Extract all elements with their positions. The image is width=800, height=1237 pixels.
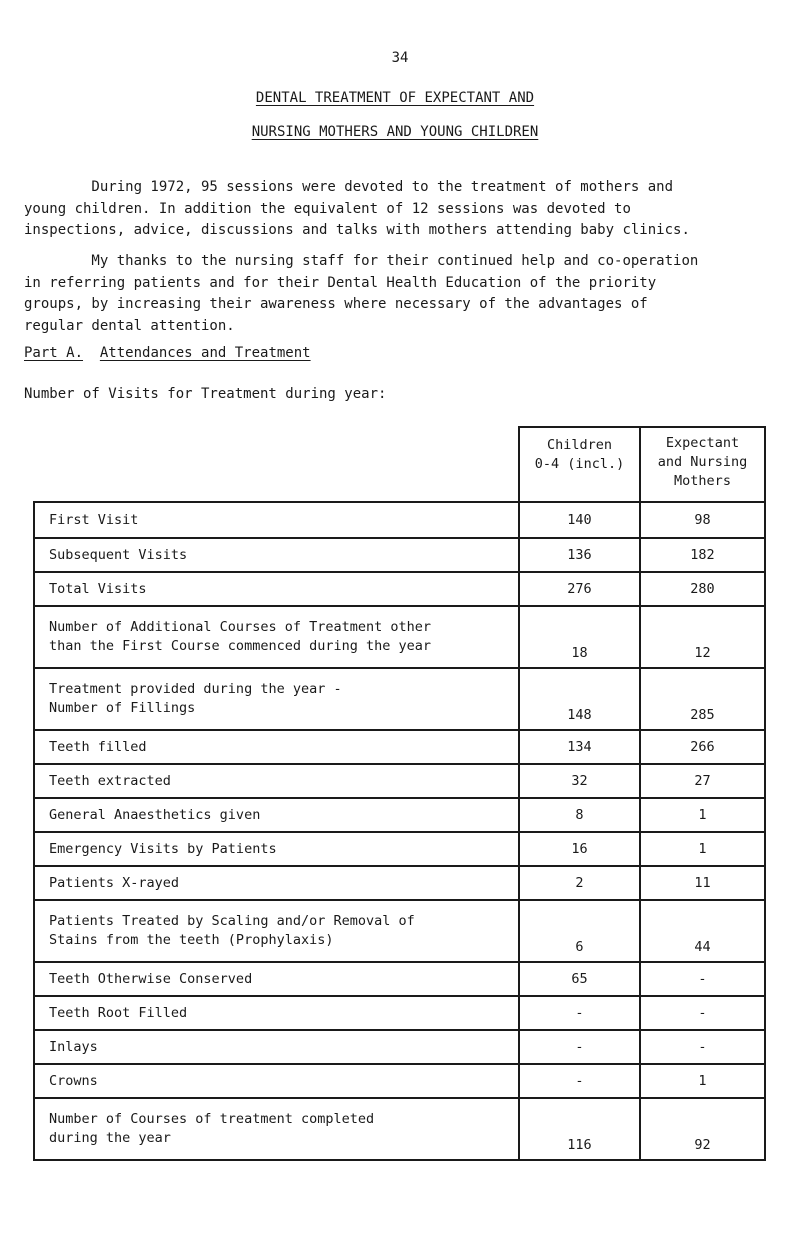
row-mothers-value: 92: [639, 1099, 764, 1159]
row-label: Teeth Otherwise Conserved: [49, 970, 253, 987]
row-mothers-value: 1: [639, 833, 764, 865]
row-children-value: 18: [518, 607, 639, 667]
row-mothers-value: 12: [639, 607, 764, 667]
row-label: Patients X-rayed: [49, 874, 180, 891]
row-mothers-value: 182: [639, 539, 764, 571]
row-children-value: 116: [518, 1099, 639, 1159]
row-children-value: 6: [518, 901, 639, 961]
row-mothers-value: -: [639, 1031, 764, 1063]
row-mothers-value: 98: [639, 503, 764, 537]
row-label: Number of Additional Courses of Treatment other than the First Course commenced during the year: [49, 619, 432, 654]
column-header-mothers-text: Expectant and Nursing Mothers: [657, 435, 748, 489]
row-mothers-value: 27: [639, 765, 764, 797]
page-number: 34: [391, 50, 409, 66]
table-row: [35, 865, 764, 899]
part-label: Part A.: [24, 345, 84, 361]
row-label: Teeth extracted: [49, 772, 171, 789]
table-body: [33, 501, 766, 1161]
row-label: Subsequent Visits: [49, 546, 188, 563]
row-children-value: 16: [518, 833, 639, 865]
row-label: Emergency Visits by Patients: [49, 840, 277, 857]
row-label: Total Visits: [49, 580, 147, 597]
row-mothers-value: 266: [639, 731, 764, 763]
paragraph-thanks: My thanks to the nursing staff for their continued help and co-operation in referring patients and for their Dental Health Education of the priority groups, by increasing their awareness where necessary of the advantages of regular dental attention.: [24, 253, 699, 334]
row-children-value: 148: [518, 669, 639, 729]
row-label: Crowns: [49, 1072, 98, 1089]
row-children-value: -: [518, 1031, 639, 1063]
table-row: [35, 797, 764, 831]
row-label: Patients Treated by Scaling and/or Removal of Stains from the teeth (Prophylaxis): [49, 913, 415, 948]
table-row: [35, 1029, 764, 1063]
row-mothers-value: 44: [639, 901, 764, 961]
table-caption: Number of Visits for Treatment during year:: [24, 386, 387, 402]
document-title-line2: NURSING MOTHERS AND YOUNG CHILDREN: [251, 124, 539, 140]
row-mothers-value: -: [639, 997, 764, 1029]
column-header-children-text: Children 0-4 (incl.): [534, 437, 625, 472]
row-children-value: -: [518, 1065, 639, 1097]
row-label: Teeth filled: [49, 738, 147, 755]
table-row: [35, 831, 764, 865]
row-label: Treatment provided during the year - Number of Fillings: [49, 681, 342, 716]
row-children-value: 140: [518, 503, 639, 537]
row-label: Number of Courses of treatment completed during the year: [49, 1111, 375, 1146]
row-children-value: 8: [518, 799, 639, 831]
table-row: [35, 899, 764, 961]
paragraph-sessions: During 1972, 95 sessions were devoted to the treatment of mothers and young children. In addition the equivalent of 12 sessions was devoted to inspections, advice, discussions and talks with mothers attending baby clinics.: [24, 179, 690, 238]
row-label: Teeth Root Filled: [49, 1004, 188, 1021]
table-row: [35, 1097, 764, 1159]
row-children-value: 65: [518, 963, 639, 995]
table-row: [35, 729, 764, 763]
part-heading: [24, 345, 311, 361]
row-children-value: 276: [518, 573, 639, 605]
table-row: [35, 503, 764, 537]
row-label: Inlays: [49, 1038, 98, 1055]
row-children-value: 136: [518, 539, 639, 571]
part-title: Attendances and Treatment: [99, 345, 311, 361]
row-mothers-value: 280: [639, 573, 764, 605]
table-row: [35, 667, 764, 729]
row-mothers-value: 1: [639, 799, 764, 831]
column-header-mothers: [639, 426, 766, 501]
row-label: General Anaesthetics given: [49, 806, 261, 823]
table-row: [35, 605, 764, 667]
column-header-children: [518, 426, 639, 501]
row-children-value: -: [518, 997, 639, 1029]
row-children-value: 134: [518, 731, 639, 763]
table-row: [35, 1063, 764, 1097]
row-mothers-value: 285: [639, 669, 764, 729]
row-mothers-value: 11: [639, 867, 764, 899]
row-mothers-value: -: [639, 963, 764, 995]
table-row: [35, 961, 764, 995]
table-row: [35, 537, 764, 571]
row-mothers-value: 1: [639, 1065, 764, 1097]
row-children-value: 2: [518, 867, 639, 899]
row-label: First Visit: [49, 511, 139, 528]
table-row: [35, 763, 764, 797]
row-children-value: 32: [518, 765, 639, 797]
table-row: [35, 995, 764, 1029]
document-title-line1: DENTAL TREATMENT OF EXPECTANT AND: [255, 90, 535, 106]
table-row: [35, 571, 764, 605]
